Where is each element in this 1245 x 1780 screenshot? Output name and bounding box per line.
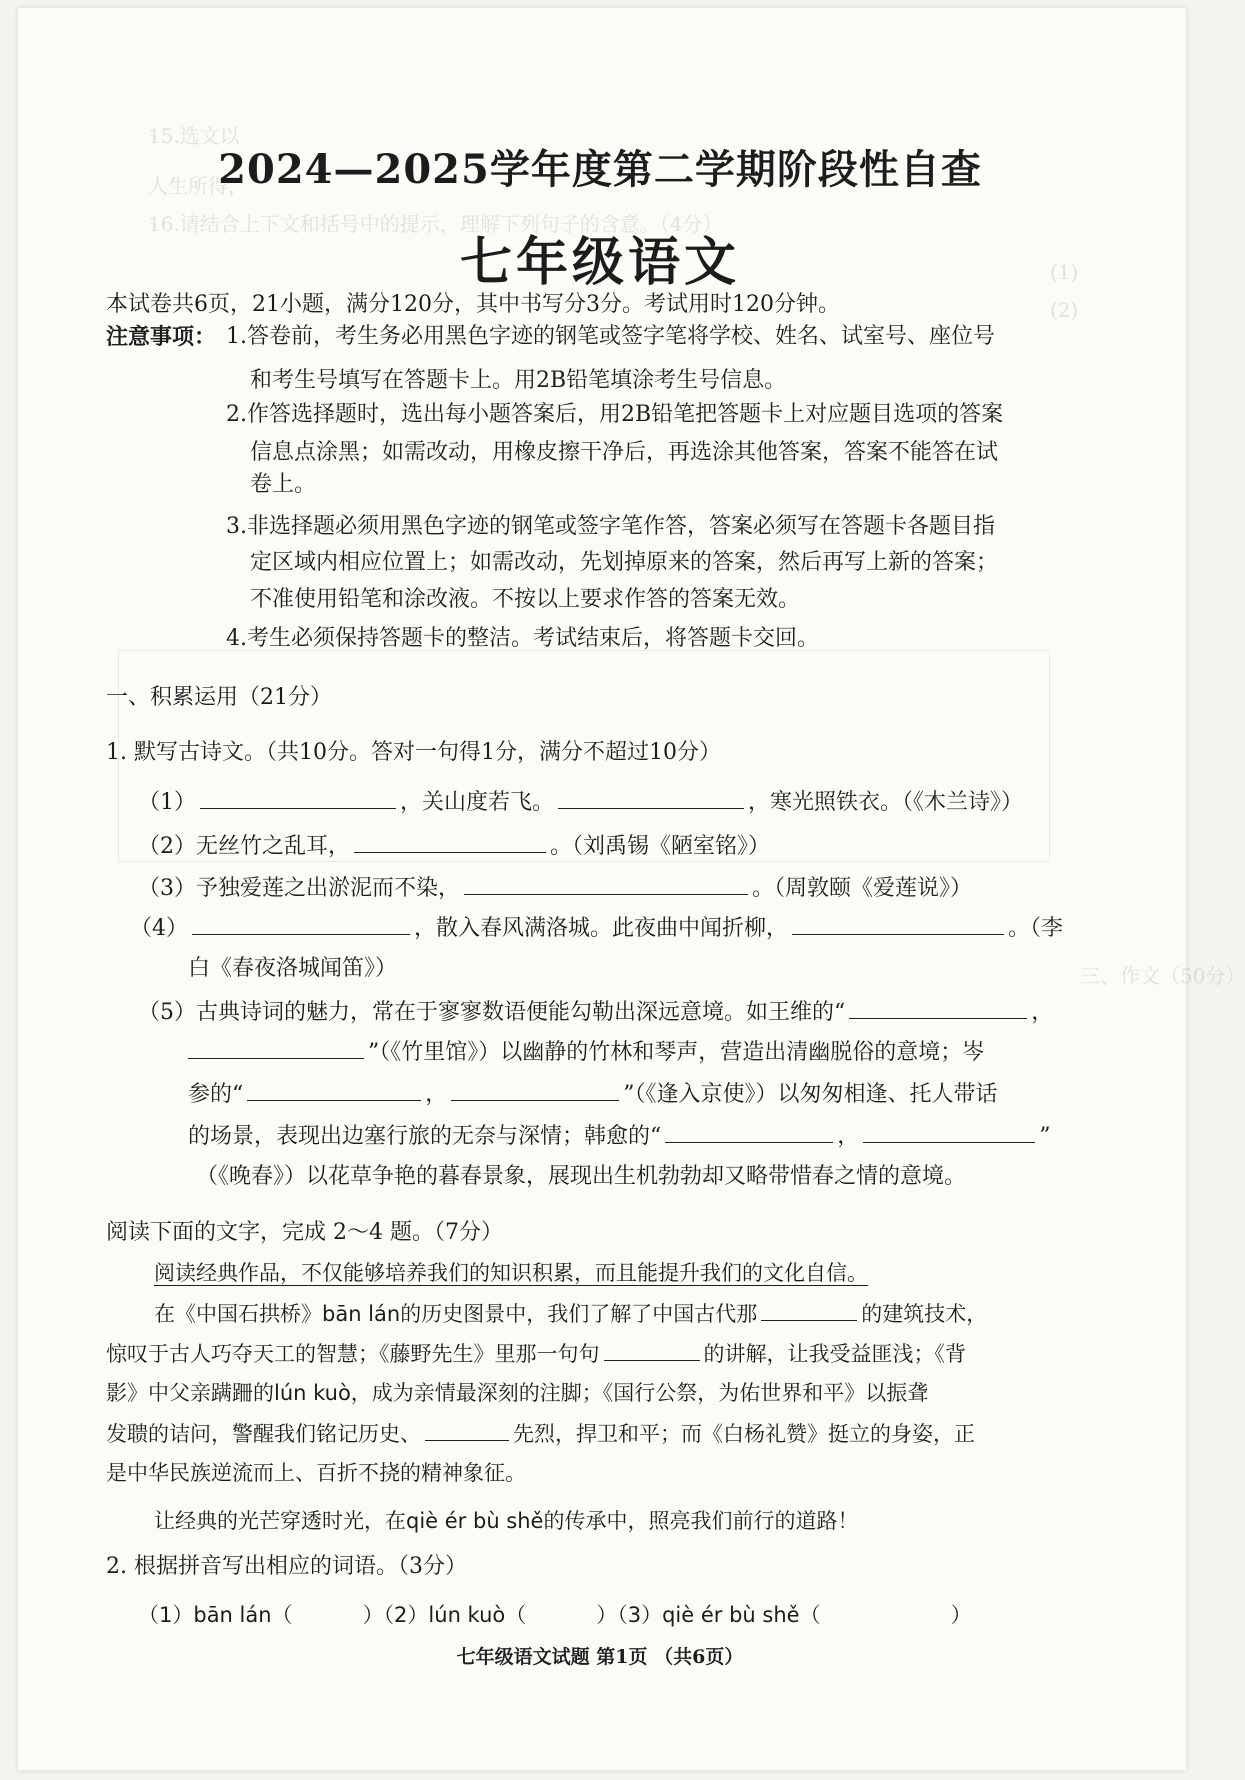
verse-text: ”（《竹里馆》）以幽静的竹林和琴声，营造出清幽脱俗的意境；岑	[368, 1040, 985, 1065]
answer-blank[interactable]	[247, 1078, 421, 1101]
verse-text: 。（李	[1008, 916, 1064, 941]
reading-paragraph	[106, 1338, 966, 1369]
question-1-part-5	[188, 1120, 1051, 1152]
verse-text: ，寒光照铁衣。（《木兰诗》）	[748, 790, 1024, 815]
verse-text: ，关山度若飞。	[400, 790, 555, 815]
verse-text: ，	[425, 1082, 448, 1107]
question-1-part-4-source: 白《春夜洛城闻笛》）	[188, 956, 398, 981]
answer-blank[interactable]	[558, 786, 744, 809]
part-number: （4）	[130, 916, 188, 941]
reading-paragraph	[154, 1298, 987, 1329]
verse-text: 参的“	[188, 1082, 244, 1107]
pinyin-item: ）（2）lún kuò（	[362, 1603, 527, 1627]
question-2-answers	[138, 1600, 972, 1630]
question-1-part-5	[188, 1078, 998, 1110]
note-line: 和考生号填写在答题卡上。用2B铅笔填涂考生号信息。	[250, 368, 787, 393]
answer-blank[interactable]	[354, 830, 546, 853]
bleed-through-text: (1)	[1050, 260, 1079, 284]
exam-title: 2024—2025学年度第二学期阶段性自查	[218, 146, 982, 193]
note-line: 2.作答选择题时，选出每小题答案后，用2B铅笔把答题卡上对应题目选项的答案	[226, 402, 1004, 427]
question-1-part-5	[188, 1036, 984, 1068]
question-1-stem: 1. 默写古诗文。（共10分。答对一句得1分，满分不超过10分）	[106, 740, 721, 765]
question-1-part-4	[130, 912, 1063, 944]
exam-intro: 本试卷共6页，21小题，满分120分，其中书写分3分。考试用时120分钟。	[106, 292, 840, 317]
note-line: 1.答卷前，考生务必用黑色字迹的钢笔或签字笔将学校、姓名、试室号、座位号	[226, 324, 995, 349]
bleed-through-text: 16.请结合上下文和括号中的提示，理解下列句子的含意。（4分）	[148, 212, 723, 236]
answer-blank[interactable]	[761, 1298, 857, 1321]
answer-blank[interactable]	[665, 1120, 833, 1143]
question-2-stem: 2. 根据拼音写出相应的词语。（3分）	[106, 1554, 467, 1579]
reading-instruction: 阅读下面的文字，完成 2～4 题。（7分）	[106, 1220, 503, 1245]
reading-lead: 阅读经典作品，不仅能够培养我们的知识积累，而且能提升我们的文化自信。	[154, 1261, 868, 1285]
pinyin-item: ）	[950, 1603, 972, 1627]
answer-blank[interactable]	[863, 1120, 1035, 1143]
note-line: 定区域内相应位置上；如需改动，先划掉原来的答案，然后再写上新的答案；	[250, 550, 999, 575]
verse-text: （5）古典诗词的魅力，常在于寥寥数语便能勾勒出深远意境。如王维的“	[138, 1000, 846, 1025]
verse-text: （2）无丝竹之乱耳，	[138, 834, 350, 859]
bleed-through-text: 人生所得，	[148, 174, 248, 198]
verse-text: ，	[1031, 1000, 1054, 1025]
verse-text: ，	[837, 1124, 860, 1149]
section-heading: 一、积累运用（21分）	[106, 685, 332, 710]
answer-blank[interactable]	[451, 1078, 619, 1101]
pinyin-item: （1）bān lán（	[138, 1603, 293, 1627]
answer-blank[interactable]	[200, 786, 396, 809]
verse-text: 。（周敦颐《爱莲说》）	[752, 876, 973, 901]
answer-blank[interactable]	[464, 872, 748, 895]
verse-text: ，散入春风满洛城。此夜曲中闻折柳，	[414, 916, 789, 941]
bleed-through-text: 15.选文以	[148, 124, 240, 148]
answer-blank[interactable]	[425, 1418, 509, 1441]
note-line: 4.考生必须保持答题卡的整洁。考试结束后，将答题卡交回。	[226, 626, 819, 651]
notes-label: 注意事项：	[106, 324, 217, 350]
question-1-part-2	[138, 830, 770, 862]
answer-blank[interactable]	[604, 1338, 700, 1361]
verse-text: 的场景，表现出边塞行旅的无奈与深情；韩愈的“	[188, 1124, 662, 1149]
answer-blank[interactable]	[792, 912, 1004, 935]
answer-blank[interactable]	[849, 996, 1027, 1019]
note-line: 不准使用铅笔和涂改液。不按以上要求作答的答案无效。	[250, 587, 801, 612]
exam-subject: 七年级语文	[459, 232, 740, 293]
note-line: 卷上。	[250, 472, 317, 497]
verse-text: （3）予独爱莲之出淤泥而不染，	[138, 876, 460, 901]
verse-text: ”（《逢入京使》）以匆匆相逢、托人带话	[623, 1082, 998, 1107]
question-1-part-5: （《晚春》）以花草争艳的暮春景象，展现出生机勃勃却又略带惜春之情的意境。	[196, 1164, 967, 1189]
part-number: （1）	[138, 790, 196, 815]
verse-text: 。（刘禹锡《陋室铭》）	[550, 834, 771, 859]
question-1-part-3	[138, 872, 972, 904]
passage-text: 在《中国石拱桥》bān lán的历史图景中，我们了解了中国古代那	[154, 1302, 758, 1326]
reading-paragraph: 影》中父亲蹒跚的lún kuò，成为亲情最深刻的注脚；《国行公祭，为佑世界和平》以振聋	[106, 1381, 929, 1405]
verse-text: ”	[1039, 1124, 1051, 1149]
note-line: 3.非选择题必须用黑色字迹的钢笔或签字笔作答，答案必须写在答题卡各题目指	[226, 514, 995, 539]
note-line: 信息点涂黑；如需改动，用橡皮擦干净后，再选涂其他答案，答案不能答在试	[250, 440, 999, 465]
question-1-part-5	[138, 996, 1053, 1028]
bleed-through-text: 三、作文（50分）	[1080, 964, 1245, 988]
passage-text: 发聩的诘问，警醒我们铭记历史、	[106, 1422, 421, 1446]
answer-blank[interactable]	[188, 1036, 364, 1059]
bleed-through-text: (2)	[1050, 298, 1079, 322]
reading-paragraph	[106, 1418, 975, 1449]
reading-paragraph: 让经典的光芒穿透时光，在qiè ér bù shě的传承中，照亮我们前行的道路！	[154, 1509, 859, 1533]
question-1-part-1	[138, 786, 1023, 818]
page-footer: 七年级语文试题 第1页 （共6页）	[456, 1646, 744, 1668]
pinyin-item: ）（3）qiè ér bù shě（	[596, 1603, 821, 1627]
answer-blank[interactable]	[192, 912, 410, 935]
passage-text: 的建筑技术，	[861, 1302, 988, 1326]
passage-text: 先烈，捍卫和平；而《白杨礼赞》挺立的身姿，正	[513, 1422, 975, 1446]
reading-paragraph: 是中华民族逆流而上、百折不挠的精神象征。	[106, 1461, 526, 1485]
passage-text: 的讲解，让我受益匪浅；《背	[703, 1342, 966, 1366]
passage-text: 惊叹于古人巧夺天工的智慧；《藤野先生》里那一句句	[106, 1342, 600, 1366]
